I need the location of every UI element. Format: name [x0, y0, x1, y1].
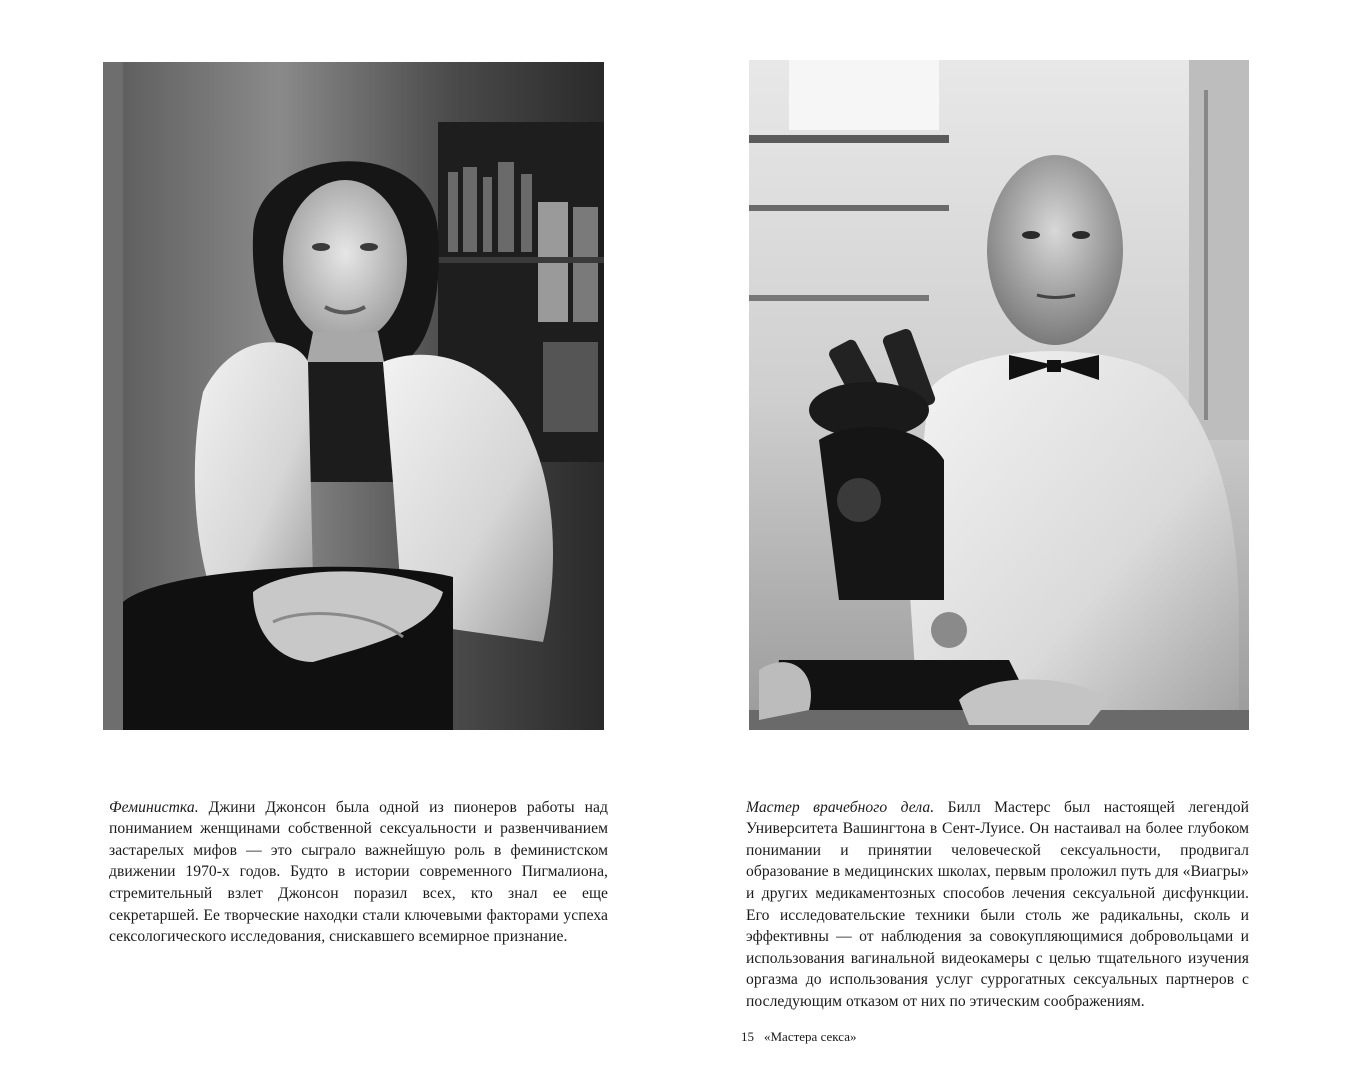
- caption-lead: Мастер врачебного дела.: [746, 798, 935, 816]
- photo-portrait-icon: [749, 60, 1249, 730]
- caption-body: Билл Мастерс был настоящей легендой Университета Вашингтона в Сент-Луисе. Он настаивал на более глубоком понимании и принятии человеческой сексуальности, продвигал образование в медицинских школах, первым проложил путь для «Виагры» и других медикаментозных способов лечения сексуальной дисфункции. Его исследовательские техники были столь же радикальны, сколь и эффективны — от наблюдения за совокупляющимися добровольцами и использования вагинальной видеокамеры с целью тщательного изучения оргазма до использования услуг суррогатных сексуальных партнеров с последующим отказом от них по этическим соображениям.: [746, 798, 1249, 1010]
- caption-lead: Феминистка.: [109, 798, 199, 816]
- caption-masters: [746, 797, 1249, 1013]
- photo-woman-portrait: [103, 62, 604, 730]
- caption-johnson: [109, 797, 608, 948]
- page-footer: [741, 1029, 856, 1045]
- photo-man-microscope: [749, 60, 1249, 730]
- page-number: 15: [741, 1029, 754, 1044]
- photo-portrait-icon: [103, 62, 604, 730]
- caption-body: Джини Джонсон была одной из пионеров работы над пониманием женщинами собственной сексуальности и развенчиванием застарелых мифов — это сыграло важнейшую роль в феминистском движении 1970-х годов. Будто в истории современного Пигмалиона, стремительный взлет Джонсон поразил всех, кто знал ее еще секретаршей. Ее творческие находки стали ключевыми факторами успеха сексологического исследования, снискавшего всемирное признание.: [109, 798, 608, 946]
- running-title: «Мастера секса»: [764, 1029, 857, 1044]
